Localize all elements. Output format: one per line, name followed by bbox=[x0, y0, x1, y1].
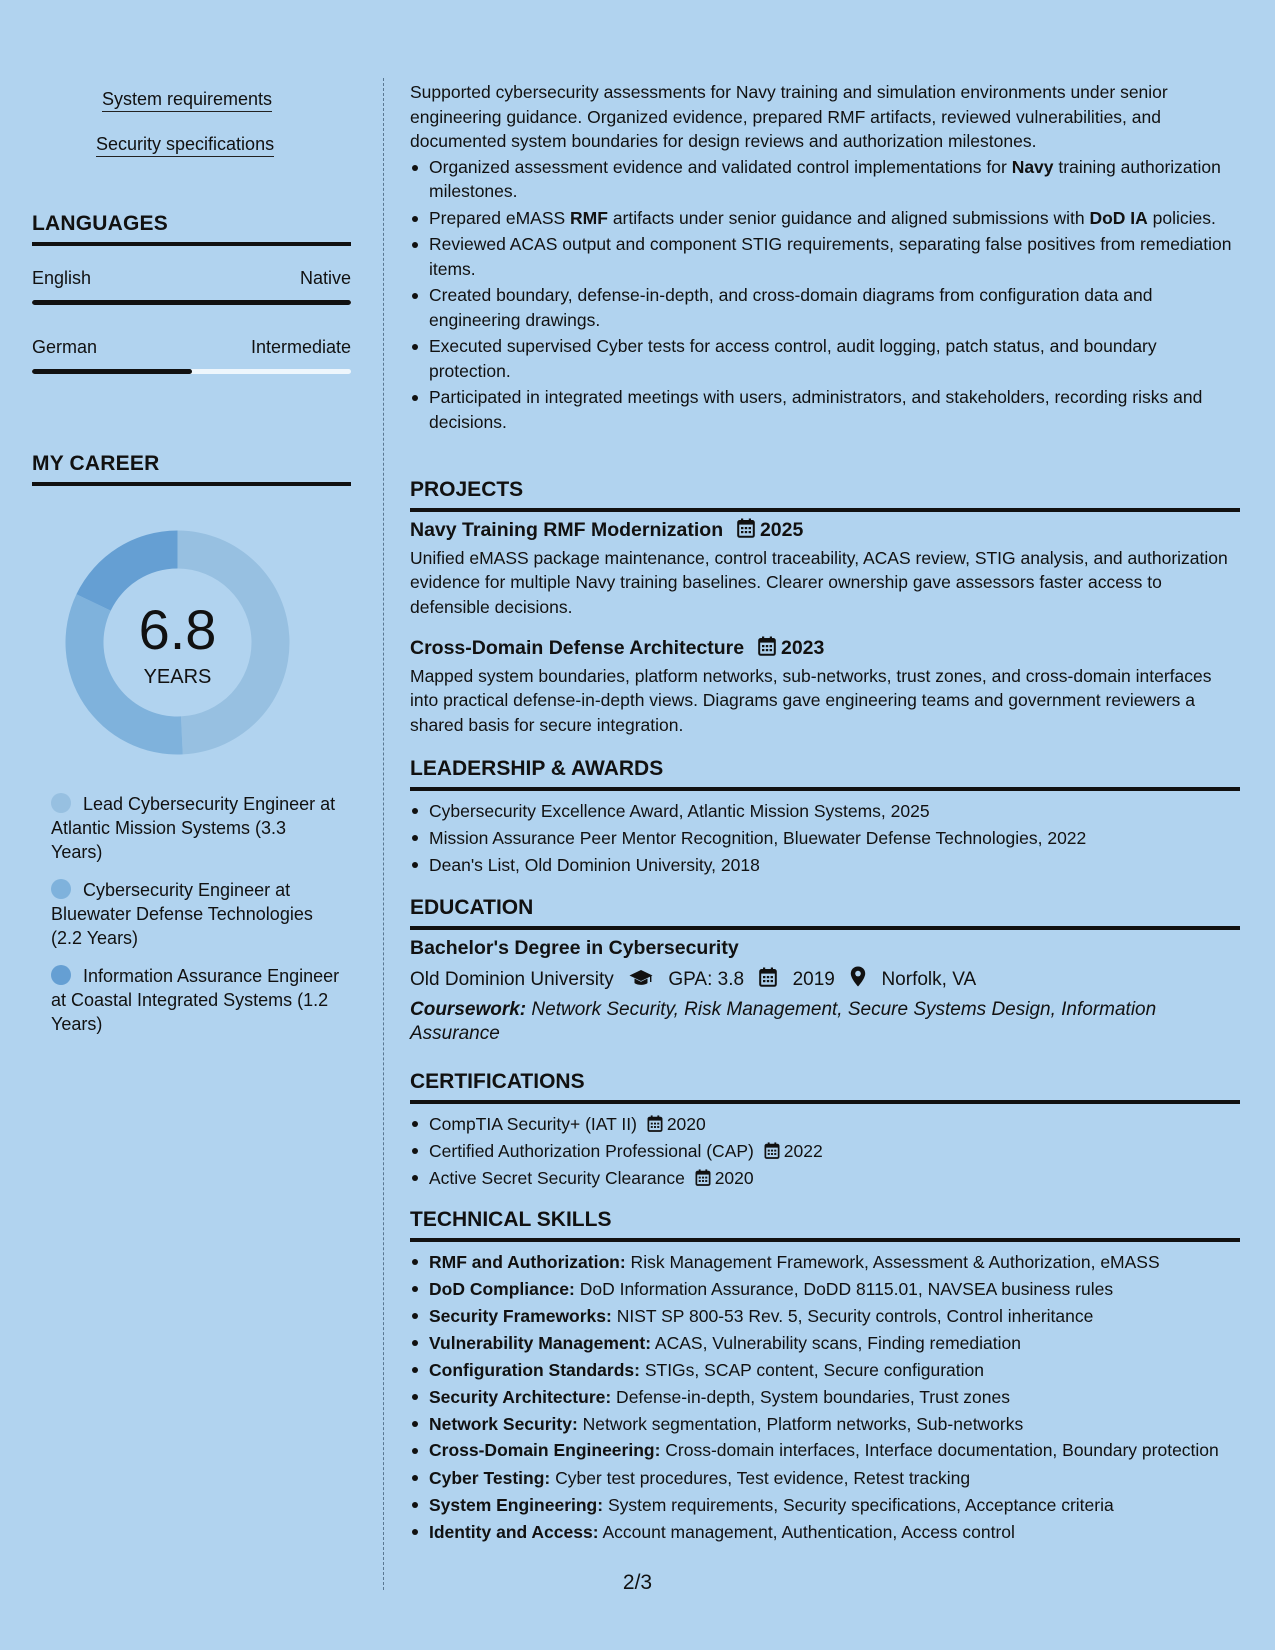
projects-heading: PROJECTS bbox=[410, 478, 1240, 512]
coursework bbox=[410, 998, 1240, 1046]
award-item: Mission Assurance Peer Mentor Recognition, Bluewater Defense Technologies, 2022 bbox=[410, 825, 1240, 852]
bullet-text: artifacts under senior guidance and aligned submissions with bbox=[607, 207, 1090, 228]
project-description: Unified eMASS package maintenance, control traceability, ACAS review, STIG analysis, and authorization evidence for multiple Navy training baselines. Clearer ownership gave assessors faster access to defensible decisions. bbox=[410, 547, 1228, 617]
education-heading: EDUCATION bbox=[410, 896, 1240, 930]
language-bar-english bbox=[32, 300, 351, 305]
project-item bbox=[410, 636, 1240, 737]
calendar-icon bbox=[764, 1142, 780, 1159]
career-legend-label: Lead Cybersecurity Engineer at Atlantic Mission Systems (3.3 Years) bbox=[51, 794, 336, 862]
experience-bullet bbox=[410, 206, 1240, 231]
skill-item bbox=[410, 1438, 1240, 1462]
languages-heading: LANGUAGES bbox=[32, 212, 351, 246]
skill-item bbox=[410, 1303, 1240, 1330]
education-block bbox=[410, 936, 1240, 1046]
experience-bullet: Reviewed ACAS output and component STIG requirements, separating false positives from remediation items. bbox=[410, 232, 1240, 281]
experience-bullets bbox=[410, 155, 1240, 435]
skill-label: Identity and Access: bbox=[429, 1522, 599, 1542]
certification-year: 2020 bbox=[666, 1114, 706, 1134]
graduation-cap-icon bbox=[629, 969, 653, 987]
language-name: English bbox=[32, 268, 92, 288]
skill-label: Security Frameworks: bbox=[429, 1306, 612, 1326]
skill-item bbox=[410, 1384, 1240, 1411]
skill-value: Account management, Authentication, Access control bbox=[598, 1522, 1015, 1542]
calendar-icon bbox=[737, 518, 755, 538]
skill-value: DoD Information Assurance, DoDD 8115.01, NAVSEA business rules bbox=[574, 1279, 1114, 1299]
skill-item bbox=[410, 1519, 1240, 1546]
page-number: 2/3 bbox=[622, 1571, 653, 1594]
skill-label: Cross-Domain Engineering: bbox=[429, 1440, 661, 1460]
certifications-list bbox=[410, 1111, 1240, 1192]
career-total-years: 6.8 bbox=[138, 598, 217, 661]
experience-bullet: Participated in integrated meetings with users, administrators, and stakeholders, recording risks and decisions. bbox=[410, 385, 1240, 434]
skill-value: Network segmentation, Platform networks, Sub-networks bbox=[577, 1414, 1024, 1434]
career-total-unit: YEARS bbox=[143, 666, 212, 688]
certifications-heading: CERTIFICATIONS bbox=[410, 1070, 1240, 1104]
skill-item bbox=[410, 1276, 1240, 1303]
skill-label: DoD Compliance: bbox=[429, 1279, 575, 1299]
sidebar-link-system-requirements[interactable]: System requirements bbox=[102, 89, 272, 112]
career-legend-label: Information Assurance Engineer at Coastal Integrated Systems (1.2 Years) bbox=[51, 966, 340, 1034]
certification-item bbox=[410, 1138, 1240, 1165]
location-pin-icon bbox=[850, 966, 866, 987]
school-name: Old Dominion University bbox=[410, 968, 614, 990]
skill-value: NIST SP 800-53 Rev. 5, Security controls, Control inheritance bbox=[611, 1306, 1094, 1326]
skill-item bbox=[410, 1465, 1240, 1492]
awards-heading: LEADERSHIP & AWARDS bbox=[410, 757, 1240, 791]
project-item bbox=[410, 518, 1240, 619]
award-item: Cybersecurity Excellence Award, Atlantic Mission Systems, 2025 bbox=[410, 798, 1240, 825]
career-donut-chart bbox=[65, 530, 290, 755]
skill-item bbox=[410, 1249, 1240, 1276]
skill-label: System Engineering: bbox=[429, 1495, 604, 1515]
degree-title: Bachelor's Degree in Cybersecurity bbox=[410, 937, 739, 959]
experience-bullet bbox=[410, 155, 1240, 204]
skill-value: STIGs, SCAP content, Secure configuration bbox=[639, 1360, 984, 1380]
certification-year: 2022 bbox=[783, 1141, 823, 1161]
skill-label: Vulnerability Management: bbox=[429, 1333, 652, 1353]
experience-bullet: Executed supervised Cyber tests for access control, audit logging, patch status, and boundary protection. bbox=[410, 334, 1240, 383]
skill-value: Defense-in-depth, System boundaries, Trust zones bbox=[611, 1387, 1011, 1407]
sidebar-link-security-specifications[interactable]: Security specifications bbox=[96, 134, 274, 157]
calendar-icon bbox=[695, 1169, 711, 1186]
certification-name: Active Secret Security Clearance bbox=[429, 1168, 685, 1188]
bullet-text: Organized assessment evidence and validated control implementations for bbox=[429, 156, 1012, 177]
skill-value: ACAS, Vulnerability scans, Finding remediation bbox=[651, 1333, 1021, 1353]
project-year: 2025 bbox=[759, 519, 804, 541]
skill-value: System requirements, Security specifications, Acceptance criteria bbox=[603, 1495, 1114, 1515]
project-title: Navy Training RMF Modernization bbox=[410, 519, 724, 541]
certification-name: CompTIA Security+ (IAT II) bbox=[429, 1114, 637, 1134]
skills-list bbox=[410, 1249, 1240, 1546]
certification-name: Certified Authorization Professional (CAP) bbox=[429, 1141, 754, 1161]
project-title-row bbox=[410, 636, 1240, 661]
language-name: German bbox=[32, 337, 98, 357]
award-item: Dean's List, Old Dominion University, 2018 bbox=[410, 852, 1240, 879]
coursework-list: Network Security, Risk Management, Secure Systems Design, Information Assurance bbox=[410, 999, 1157, 1044]
experience-block bbox=[410, 80, 1240, 434]
bullet-bold: DoD IA bbox=[1089, 207, 1148, 228]
language-bar-fill bbox=[32, 369, 192, 374]
skill-item bbox=[410, 1357, 1240, 1384]
project-title: Cross-Domain Defense Architecture bbox=[410, 637, 745, 659]
career-legend-item bbox=[51, 792, 341, 864]
skills-heading: TECHNICAL SKILLS bbox=[410, 1208, 1240, 1242]
column-divider bbox=[383, 78, 384, 1590]
skill-value: Risk Management Framework, Assessment & Authorization, eMASS bbox=[625, 1252, 1160, 1272]
experience-summary: Supported cybersecurity assessments for Navy training and simulation environments under senior engineering guidance. Organized evidence, prepared RMF artifacts, reviewed vulnerabilities, and documented system boundaries for design reviews and authorization milestones. bbox=[410, 82, 1168, 151]
skill-value: Cyber test procedures, Test evidence, Retest tracking bbox=[550, 1468, 971, 1488]
skill-label: Network Security: bbox=[429, 1414, 578, 1434]
gpa: GPA: 3.8 bbox=[668, 968, 745, 990]
graduation-year: 2019 bbox=[792, 968, 835, 990]
skill-item bbox=[410, 1330, 1240, 1357]
project-description: Mapped system boundaries, platform networks, sub-networks, trust zones, and cross-domain interfaces into practical defense-in-depth views. Diagrams gave engineering teams and government reviewers a shared basis for secure integration. bbox=[410, 665, 1212, 735]
bullet-bold: RMF bbox=[570, 207, 608, 228]
legend-dot-icon bbox=[51, 793, 71, 813]
school-location: Norfolk, VA bbox=[881, 968, 977, 990]
skill-item bbox=[410, 1411, 1240, 1438]
language-bar-fill bbox=[32, 300, 351, 305]
career-legend-item bbox=[51, 878, 341, 950]
bullet-bold: Navy bbox=[1011, 156, 1054, 177]
bullet-text: training authorization milestones. bbox=[429, 156, 1221, 201]
bullet-text: Prepared eMASS bbox=[429, 207, 571, 228]
career-heading: MY CAREER bbox=[32, 452, 351, 486]
calendar-icon bbox=[647, 1115, 663, 1132]
project-title-row bbox=[410, 518, 1240, 543]
language-level: Intermediate bbox=[250, 337, 351, 357]
experience-bullet: Created boundary, defense-in-depth, and cross-domain diagrams from configuration data and engineering drawings. bbox=[410, 283, 1240, 332]
skill-value: Cross-domain interfaces, Interface documentation, Boundary protection bbox=[660, 1440, 1219, 1460]
career-legend-label: Cybersecurity Engineer at Bluewater Defense Technologies (2.2 Years) bbox=[51, 880, 313, 948]
legend-dot-icon bbox=[51, 879, 71, 899]
certification-item bbox=[410, 1111, 1240, 1138]
calendar-icon bbox=[758, 636, 776, 656]
language-level: Native bbox=[299, 268, 351, 288]
skill-item bbox=[410, 1492, 1240, 1519]
legend-dot-icon bbox=[51, 965, 71, 985]
coursework-label: Coursework: bbox=[410, 999, 527, 1020]
project-year: 2023 bbox=[780, 637, 825, 659]
skill-label: RMF and Authorization: bbox=[429, 1252, 626, 1272]
skill-label: Security Architecture: bbox=[429, 1387, 612, 1407]
awards-list bbox=[410, 798, 1240, 879]
certification-item bbox=[410, 1165, 1240, 1192]
language-bar-german bbox=[32, 369, 351, 374]
bullet-text: policies. bbox=[1147, 207, 1216, 228]
skill-label: Cyber Testing: bbox=[429, 1468, 551, 1488]
career-legend-item bbox=[51, 964, 341, 1036]
calendar-icon bbox=[759, 967, 777, 987]
education-meta bbox=[410, 966, 1240, 993]
skill-label: Configuration Standards: bbox=[429, 1360, 640, 1380]
certification-year: 2020 bbox=[714, 1168, 754, 1188]
